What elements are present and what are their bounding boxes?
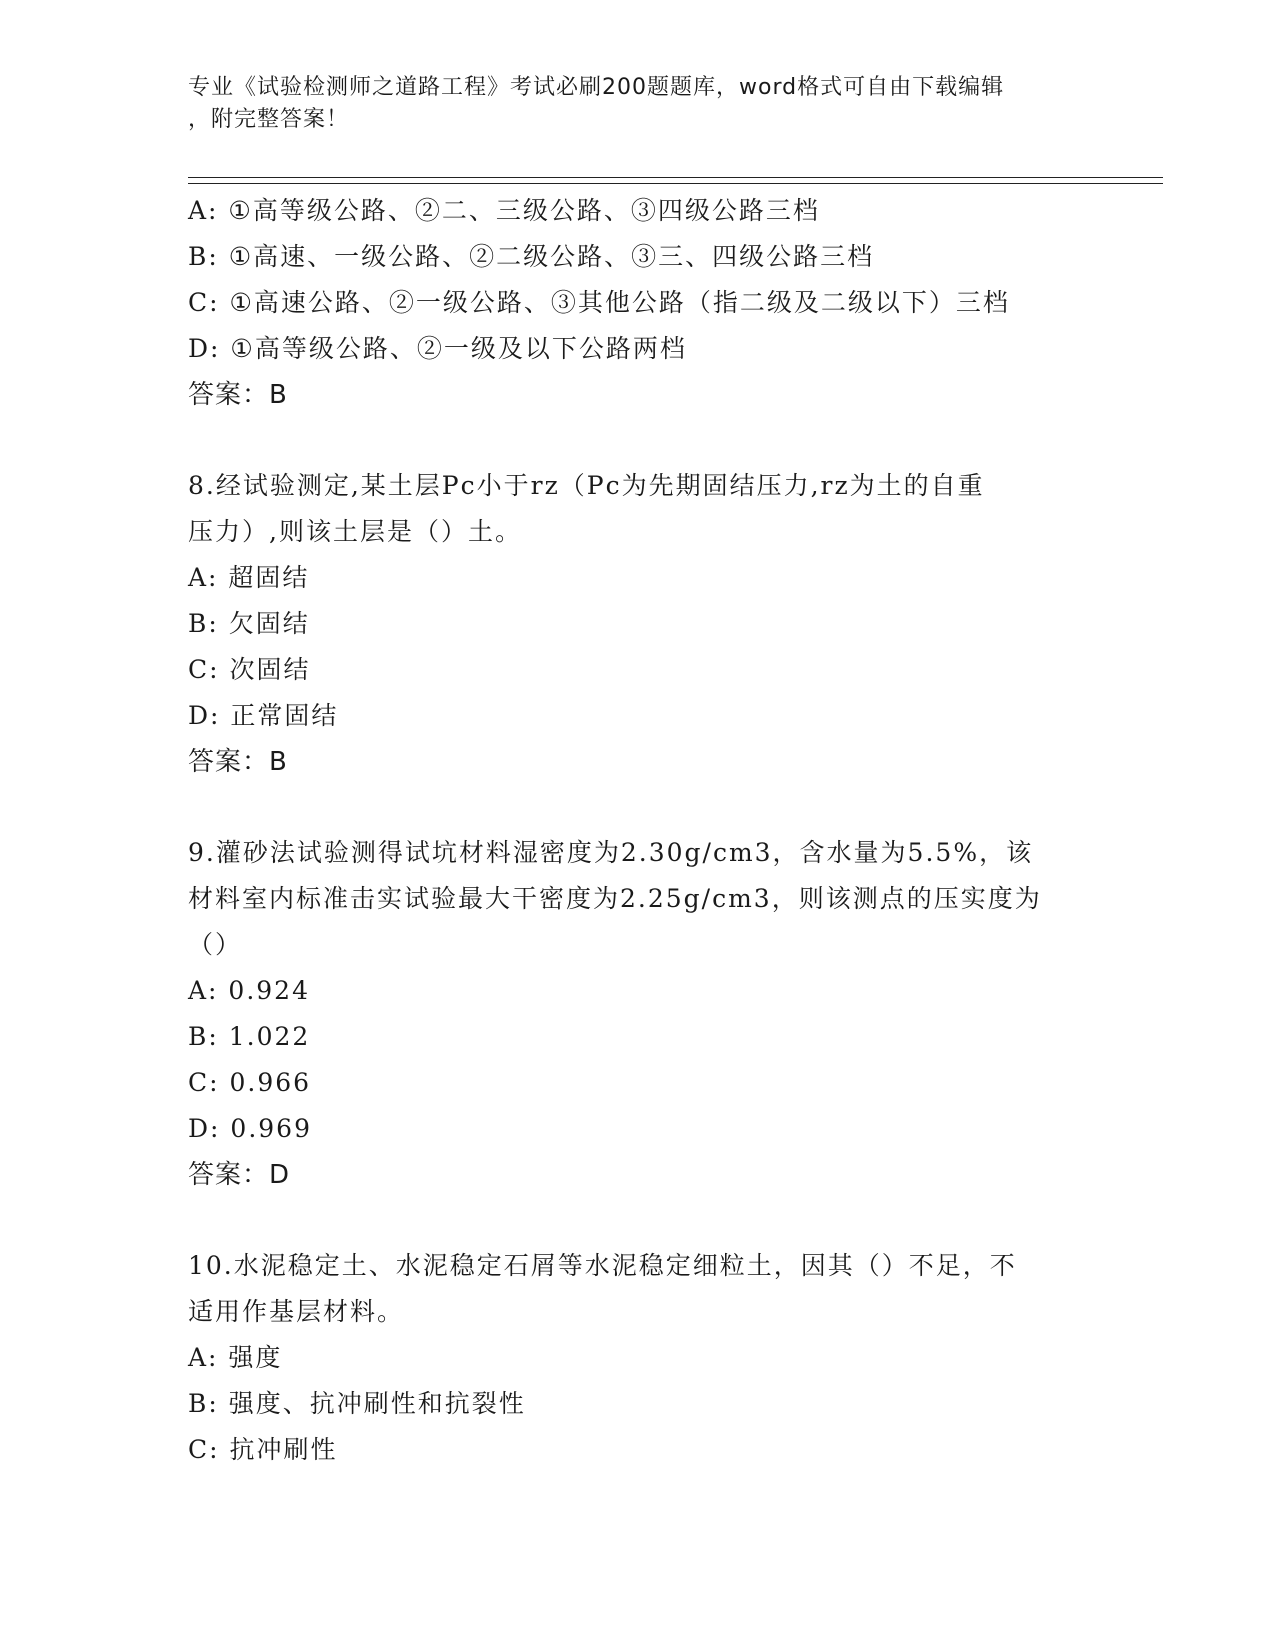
answer: 答案：B: [188, 747, 288, 777]
option-c: C: 抗冲刷性: [188, 1435, 338, 1464]
option-a: A: 强度: [188, 1343, 283, 1372]
option-a: A: 超固结: [188, 563, 310, 592]
question-8: [188, 463, 1088, 785]
question-7: [188, 188, 1088, 418]
option-d: D: ①高等级公路、②一级及以下公路两档: [188, 334, 687, 363]
header-divider-bottom: [188, 183, 1163, 184]
option-a: A: 0.924: [188, 976, 310, 1005]
header-line-2: ，附完整答案！: [188, 107, 350, 132]
option-c: C: ①高速公路、②一级公路、③其他公路（指二级及二级以下）三档: [188, 288, 1010, 317]
option-c: C: 0.966: [188, 1068, 312, 1097]
question-9: [188, 830, 1088, 1198]
option-a: A: ①高等级公路、②二、三级公路、③四级公路三档: [188, 196, 820, 225]
option-b: B: 欠固结: [188, 609, 310, 638]
question-stem-line: 8.经试验测定,某土层Pc小于rz（Pc为先期固结压力,rz为土的自重: [188, 471, 985, 500]
question-stem-line: 材料室内标准击实试验最大干密度为2.25g/cm3，则该测点的压实度为: [188, 884, 1042, 913]
option-d: D: 正常固结: [188, 701, 339, 730]
header-line-1: 专业《试验检测师之道路工程》考试必刷200题题库，word格式可自由下载编辑: [188, 75, 1005, 100]
question-stem-line: 9.灌砂法试验测得试坑材料湿密度为2.30g/cm3，含水量为5.5%，该: [188, 838, 1034, 867]
question-stem-line: （）: [188, 930, 243, 959]
question-stem-line: 10.水泥稳定土、水泥稳定石屑等水泥稳定细粒土，因其（）不足，不: [188, 1251, 1017, 1280]
question-10: [188, 1243, 1088, 1473]
header-divider-top: [188, 177, 1163, 178]
option-b: B: 强度、抗冲刷性和抗裂性: [188, 1389, 526, 1418]
question-stem-line: 适用作基层材料。: [188, 1297, 405, 1326]
document-header: [188, 72, 1088, 136]
question-stem-line: 压力）,则该土层是（）土。: [188, 517, 522, 546]
answer: 答案：D: [188, 1160, 291, 1190]
option-b: B: 1.022: [188, 1022, 311, 1051]
option-b: B: ①高速、一级公路、②二级公路、③三、四级公路三档: [188, 242, 875, 271]
option-d: D: 0.969: [188, 1114, 312, 1143]
option-c: C: 次固结: [188, 655, 311, 684]
answer: 答案：B: [188, 380, 288, 410]
